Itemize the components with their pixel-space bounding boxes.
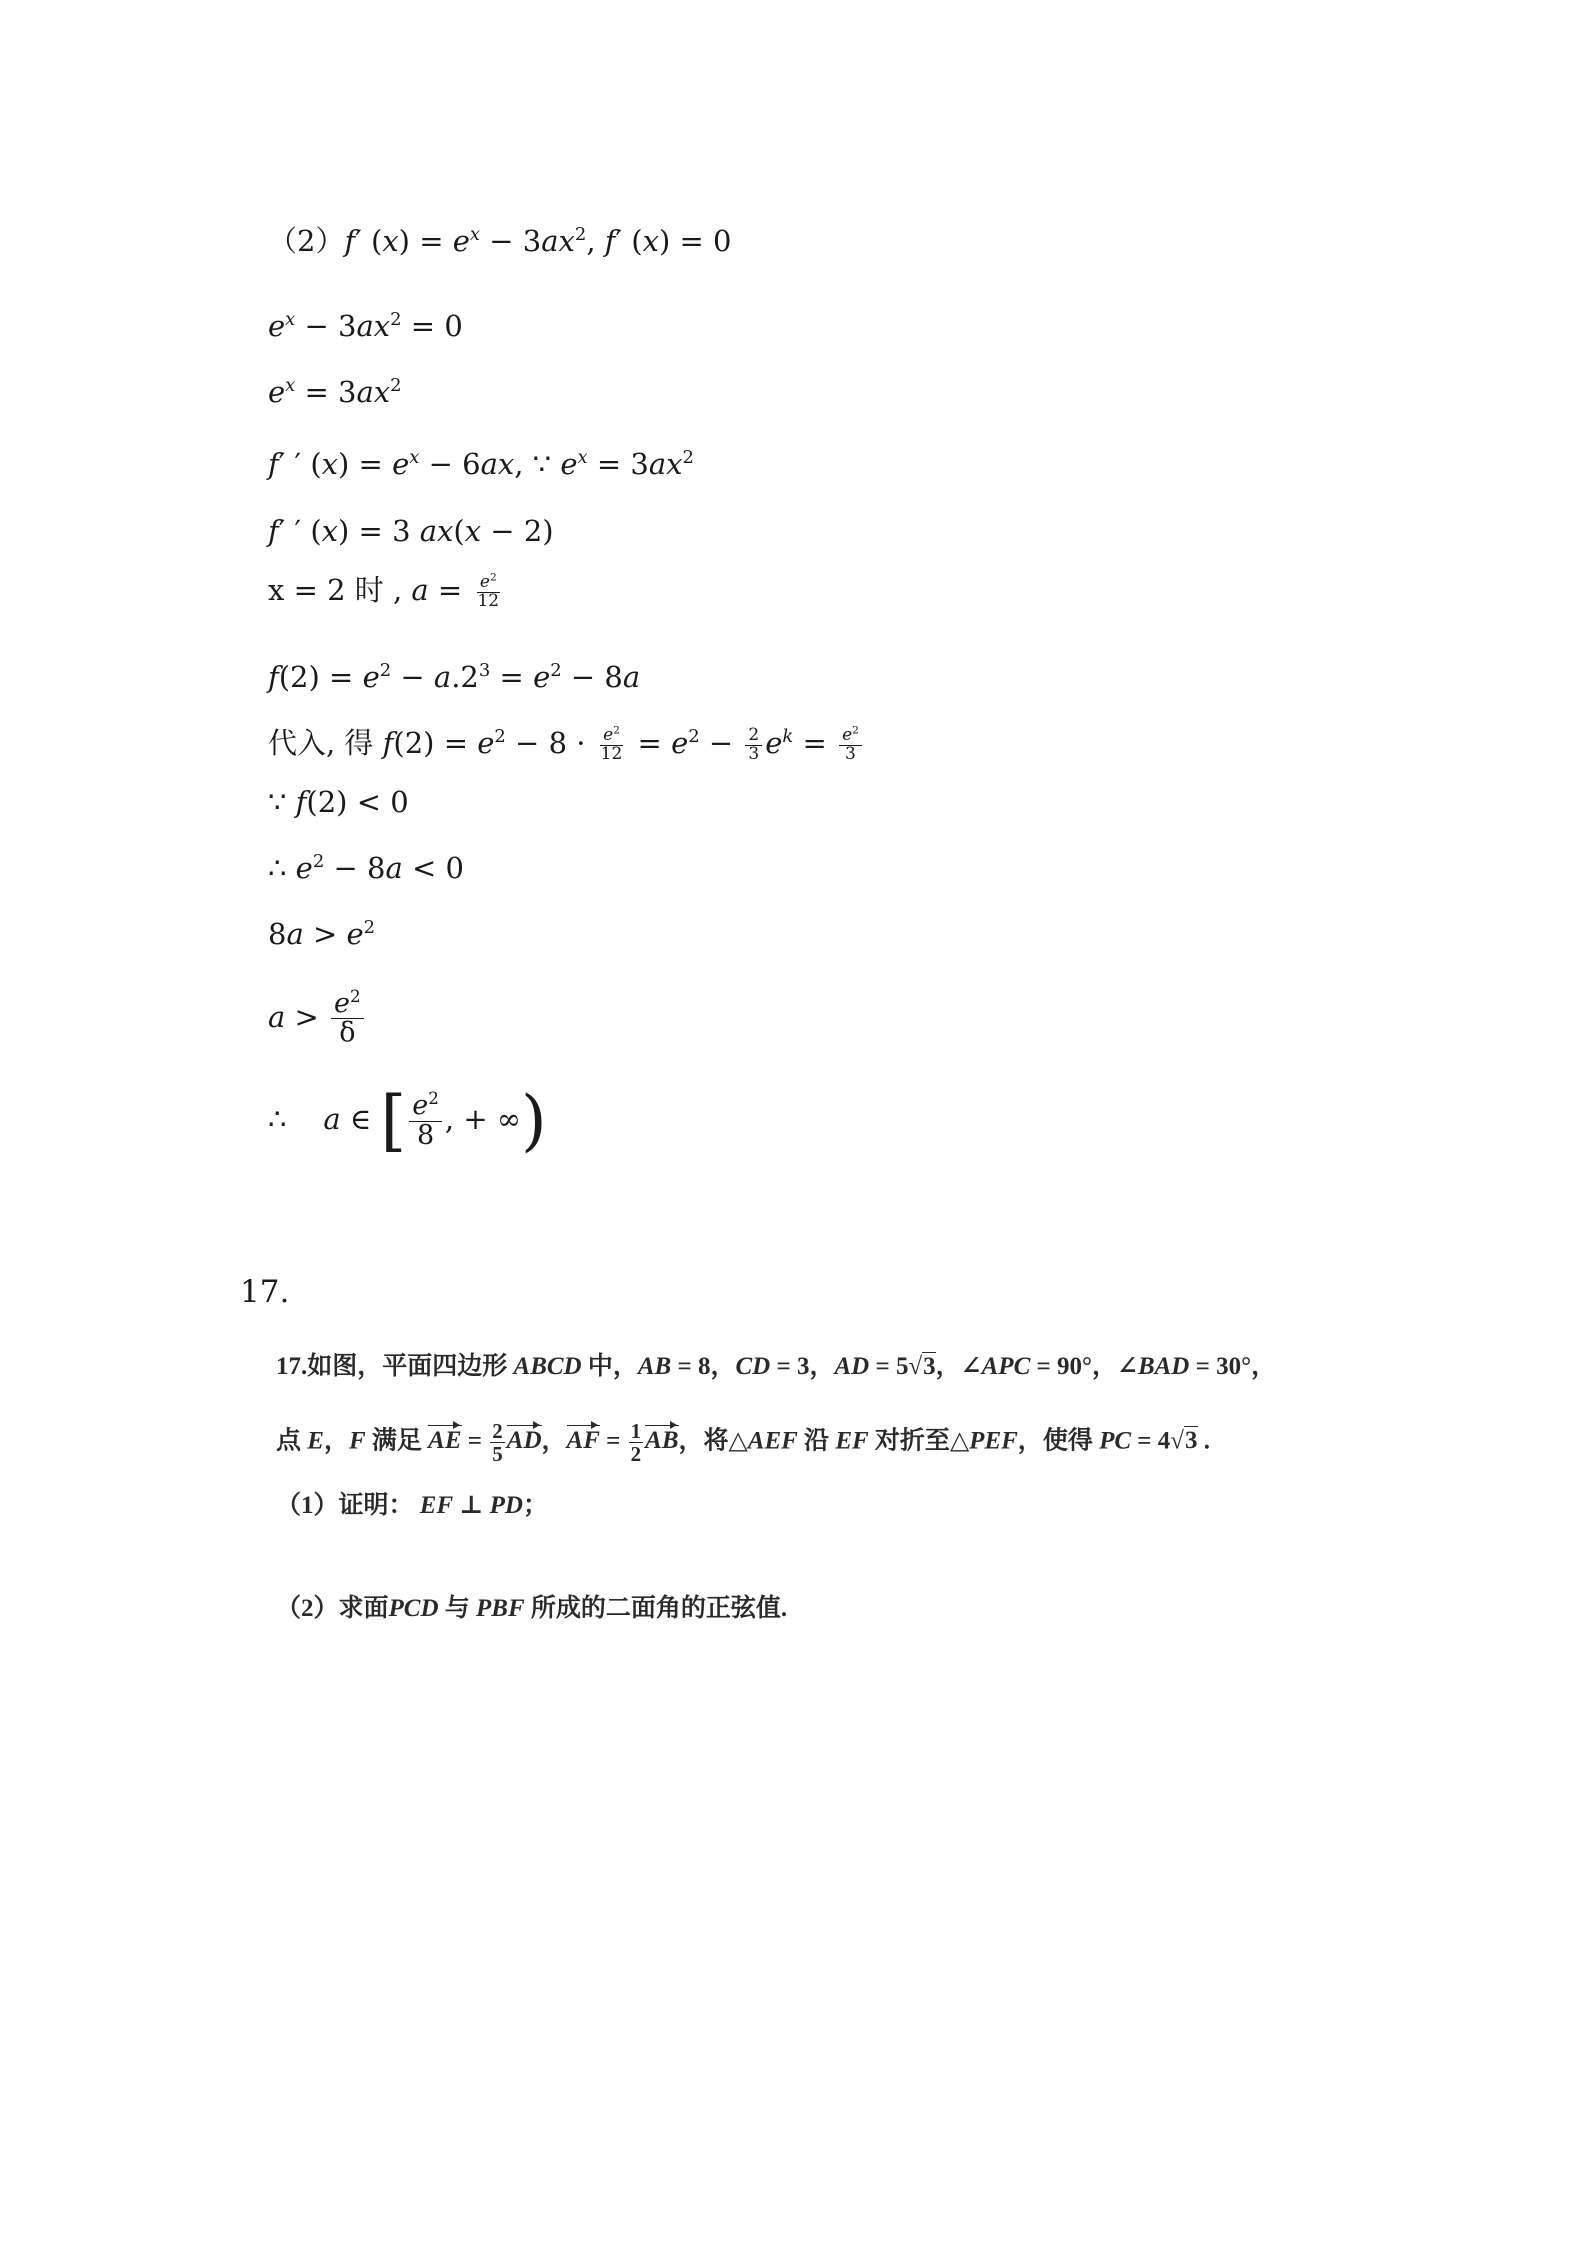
problem-line-2: 点 E，F 满足 AE = $\frac{2}{5}$ AD，AF = $\frac{1}{2}$ AB，将△AEF 沿 EF 对折至△PEF，使得 PC = 4√3 . bbox=[276, 1419, 1210, 1467]
solution-line-5: f′ ′ (x) = 3 ax(x − 2) bbox=[268, 514, 554, 548]
problem-part-1: （1）证明： EF ⊥ PD； bbox=[276, 1492, 548, 1519]
solution-line-7: $f(2) = e^2 - a.2^3 = e^2 - 8a$ bbox=[268, 660, 641, 694]
problem-line-1: 17.如图，平面四边形 ABCD 中，AB = 8，CD = 3，AD = 5√3，∠APC = 90°，∠BAD = 30°， bbox=[276, 1353, 1277, 1380]
part-2-label: （2） bbox=[268, 224, 345, 258]
solution-line-6: x = 2 时 , a = $\frac{e^2}{12}$ bbox=[268, 571, 500, 611]
solution-line-2: $e^x - 3ax^2 = 0$ bbox=[268, 309, 463, 343]
solution-line-12: a > $\frac{e^2}{\delta}$ bbox=[268, 990, 367, 1048]
delta-denominator: δ bbox=[339, 1017, 356, 1049]
solution-line-13: ∴ a ∈ [ $\frac{e^2}{8}$ , + ∞) bbox=[268, 1082, 547, 1159]
solution-line-4: f′ ′ $(x) = e^x - 6ax$, ∵ $e^x = 3ax^2$ bbox=[268, 447, 694, 481]
substitute-label: 代入, 得 bbox=[268, 726, 374, 760]
solution-line-11: $8a > e^2$ bbox=[268, 917, 376, 951]
solution-line-8: 代入, 得 $f(2) = e^2 - 8$ · $\frac{e^2}{12}$ = $e^2$ − $\frac{2}{3}$ $e^k$ = $\frac{e^2}{3}$ bbox=[268, 723, 865, 763]
problem-part-2: （2）求面PCD 与 PBF 所成的二面角的正弦值. bbox=[276, 1595, 788, 1622]
question-number: 17. bbox=[240, 1274, 290, 1310]
solution-line-9: ∵ f(2) < 0 bbox=[268, 785, 409, 819]
solution-line-3: $e^x = 3ax^2$ bbox=[268, 375, 402, 409]
solution-line-10: ∴ $e^2 - 8a < 0$ bbox=[268, 851, 464, 885]
solution-line-1: （2）f′ $(x) = e^x - 3ax^2$, f′ (x) = 0 bbox=[268, 224, 732, 258]
when-x-equals-2: x = 2 时 , bbox=[268, 573, 403, 607]
